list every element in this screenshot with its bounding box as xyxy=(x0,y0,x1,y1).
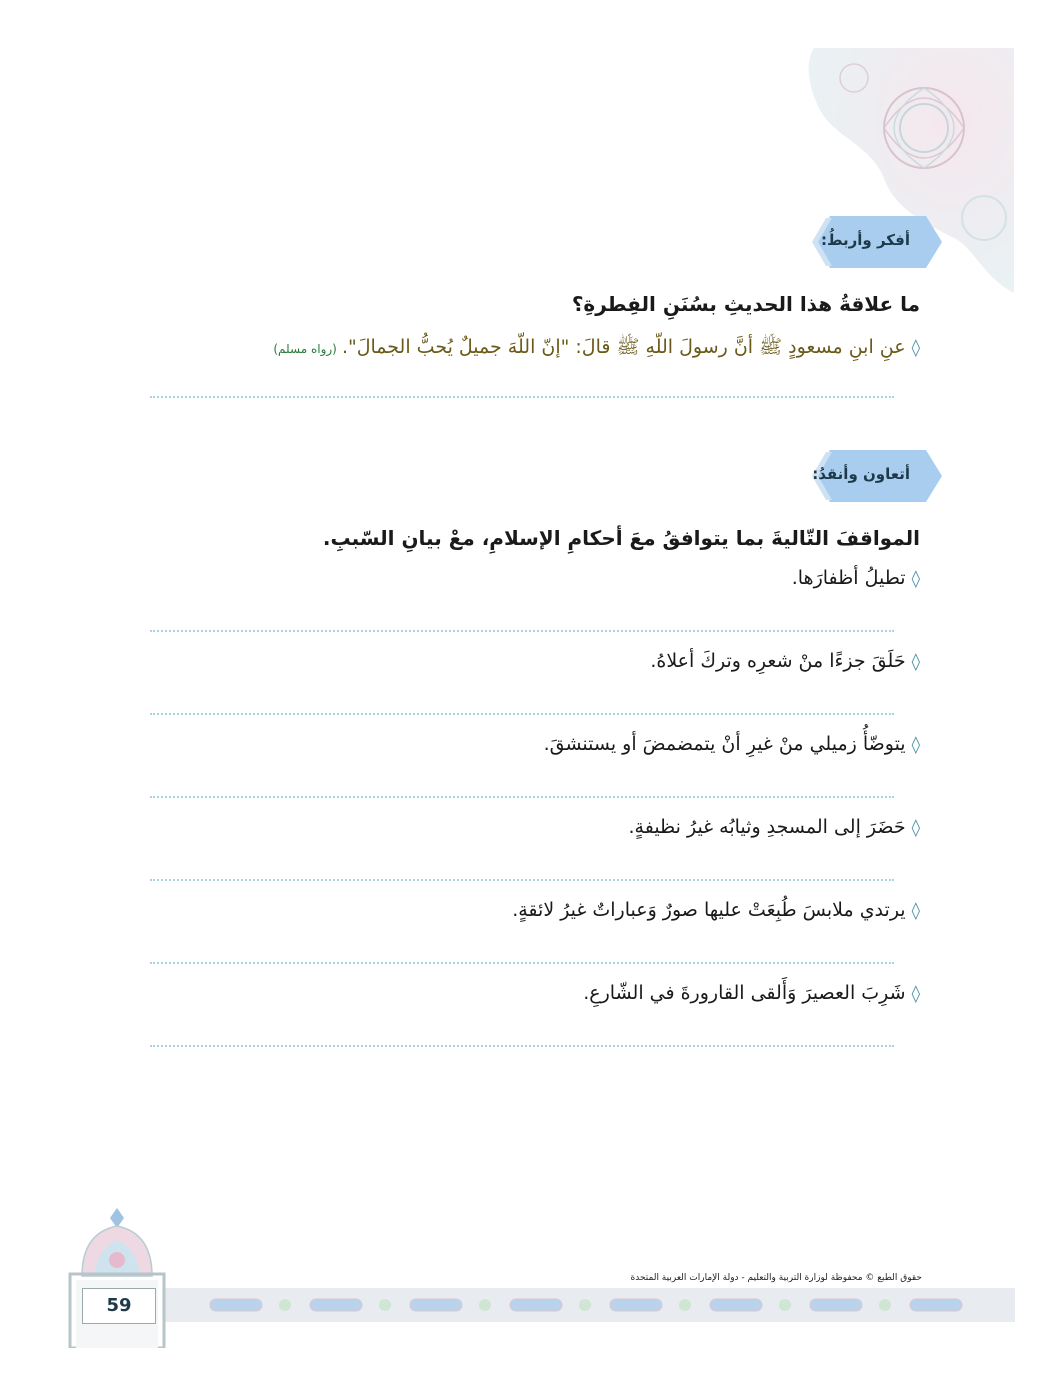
answer-line[interactable] xyxy=(150,396,894,398)
item-text: شَرِبَ العصيرَ وَأَلقى القارورةَ في الشّارعِ. xyxy=(583,982,906,1004)
answer-line[interactable] xyxy=(150,713,894,715)
list-item xyxy=(628,816,920,838)
tab-label: أفكر وأربطُ: xyxy=(820,231,910,249)
diamond-bullet-icon: ◊ xyxy=(911,569,920,589)
answer-line[interactable] xyxy=(150,630,894,632)
item-text: حَضَرَ إلى المسجدِ وثيابُه غيرُ نظيفةٍ. xyxy=(628,816,906,838)
hadith-source: (رواه مسلم) xyxy=(273,342,337,356)
cooperate-and-critique-tab xyxy=(808,450,942,502)
item-text: تطيلُ أظفارَها. xyxy=(791,567,906,589)
hadith-text: عنِ ابنِ مسعودٍ ﷺ أنَّ رسولَ اللّهِ ﷺ قالَ: "إنّ اللّهَ جميلٌ يُحبُّ الجمالَ". xyxy=(341,336,906,358)
list-item xyxy=(544,733,920,755)
page-number-frame-ornament xyxy=(68,1208,166,1348)
think-and-connect-tab xyxy=(808,216,942,268)
footer-decorative-band xyxy=(165,1288,1015,1322)
list-item xyxy=(650,650,920,672)
diamond-bullet-icon: ◊ xyxy=(911,818,920,838)
list-item xyxy=(583,982,920,1004)
diamond-bullet-icon: ◊ xyxy=(911,338,920,358)
list-item xyxy=(792,567,920,589)
answer-line[interactable] xyxy=(150,796,894,798)
answer-line[interactable] xyxy=(150,962,894,964)
answer-line[interactable] xyxy=(150,1045,894,1047)
section1-question: ما علاقةُ هذا الحديثِ بسُنَنِ الفِطرةِ؟ xyxy=(571,292,920,316)
diamond-bullet-icon: ◊ xyxy=(911,901,920,921)
page-number: 59 xyxy=(82,1288,156,1324)
diamond-bullet-icon: ◊ xyxy=(911,984,920,1004)
diamond-bullet-icon: ◊ xyxy=(911,735,920,755)
hadith-line xyxy=(273,335,920,363)
list-item xyxy=(512,899,920,921)
tab-label: أتعاون وأنقدُ: xyxy=(812,465,910,483)
item-text: يرتدي ملابسَ طُبِعَتْ عليها صورٌ وَعباراتٌ غيرُ لائقةٍ. xyxy=(512,899,906,921)
diamond-bullet-icon: ◊ xyxy=(911,652,920,672)
section2-question: المواقفَ التّاليةَ بما يتوافقُ معَ أحكامِ الإسلامِ، معْ بيانِ السّببِ. xyxy=(322,526,920,550)
copyright-notice: حقوق الطبع © محفوظة لوزارة التربية والتعليم - دولة الإمارات العربية المتحدة xyxy=(630,1273,922,1283)
item-text: حَلَقَ جزءًا منْ شعرِه وتركَ أعلاهُ. xyxy=(650,650,906,672)
answer-line[interactable] xyxy=(150,879,894,881)
item-text: يتوضّأُ زميلي منْ غيرِ أنْ يتمضمضَ أو يستنشقَ. xyxy=(543,733,906,755)
